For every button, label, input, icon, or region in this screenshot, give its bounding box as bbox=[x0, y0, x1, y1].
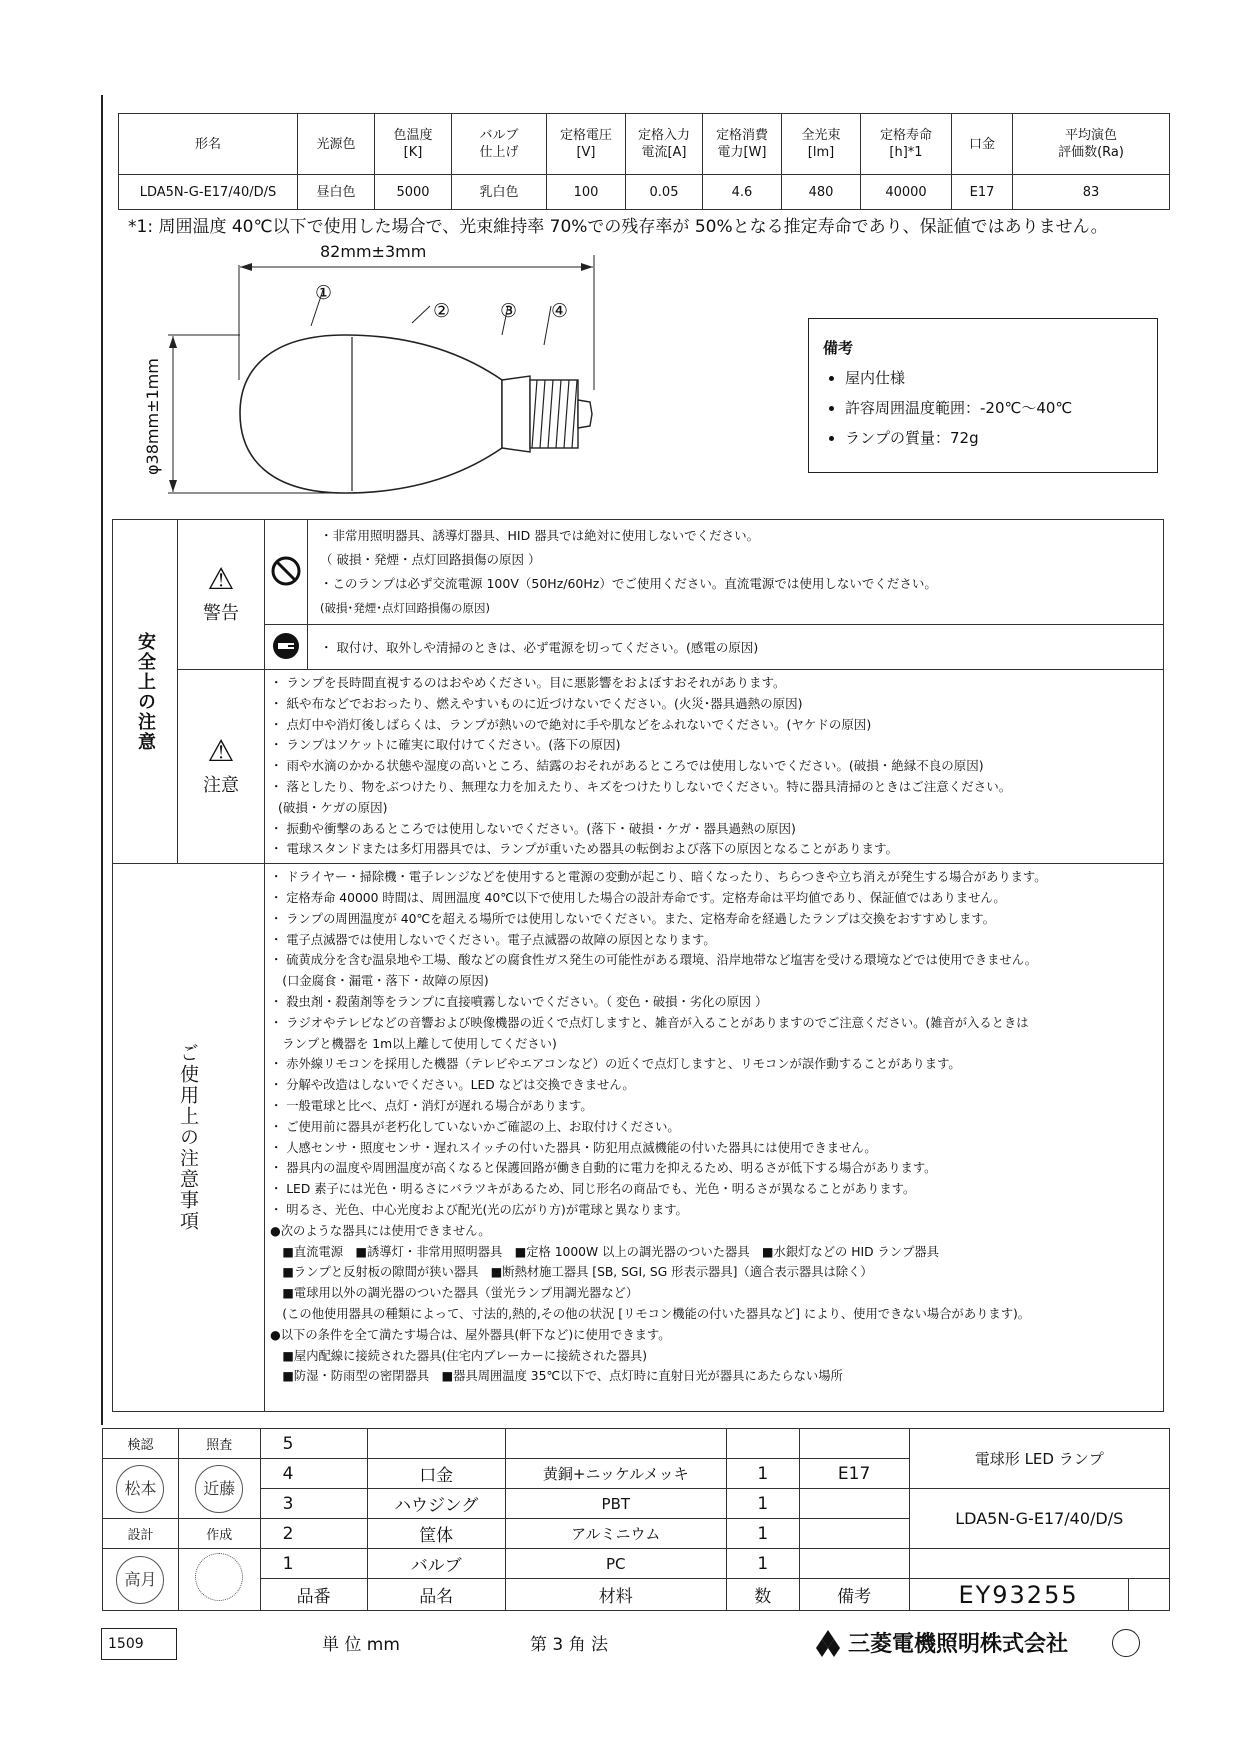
code-box: 1509 bbox=[101, 1628, 177, 1660]
usage-line: (口金腐食・漏電・落下・故障の原因) bbox=[270, 974, 489, 989]
usage-line: ・ 明るさ、光色、中心光度および配光(光の広がり方)が電球と異なります。 bbox=[270, 1202, 688, 1217]
stamp-shosa-cell bbox=[178, 1459, 260, 1519]
warning-line: ・非常用照明器具、誘導灯器具、HID 器具では絶対に使用しないでください。 bbox=[320, 528, 760, 543]
usage-line: ・ 器具内の温度や周囲温度が高くなると保護回路が働き自動的に電力を抑えるため、明るさが低下する場合があります。 bbox=[270, 1161, 937, 1176]
spec-value: 100 bbox=[547, 175, 626, 210]
length-dimension: 82mm±3mm bbox=[320, 242, 427, 261]
spec-header: 定格電圧 [V] bbox=[547, 114, 626, 175]
spec-value: 83 bbox=[1013, 175, 1170, 210]
usage-line: ・ 分解や改造はしないでください。LED などは交換できません。 bbox=[270, 1078, 635, 1093]
projection-label: 第 3 角 法 bbox=[530, 1635, 609, 1655]
part-qty: 1 bbox=[726, 1459, 799, 1489]
usage-section-label: ご使用上の注意事項 bbox=[177, 1043, 199, 1233]
marker-2: ② bbox=[433, 300, 451, 322]
usage-section-cell bbox=[113, 864, 265, 1412]
usage-line: ・ 硫黄成分を含む温泉地や工場、酸などの腐食性ガス発生の可能性がある環境、沿岸地帯など塩害を受ける環境などでは使用できません。 bbox=[270, 953, 1038, 968]
part-qty bbox=[726, 1429, 799, 1459]
usage-line: ・ 電子点滅器では使用しないでください。電子点滅器の故障の原因となります。 bbox=[270, 932, 716, 947]
usage-list bbox=[266, 865, 1162, 1389]
usage-line: ・ 人感センサ・照度センサ・遅れスイッチの付いた器具・防犯用点滅機能の付いた器具には使用できません。 bbox=[270, 1140, 877, 1155]
part-name: 口金 bbox=[367, 1459, 505, 1489]
spec-header: 定格入力 電流[A] bbox=[626, 114, 703, 175]
caution-line: ・ ランプを長時間直視するのはおやめください。目に悪影響をおよぼすおそれがあります。 bbox=[270, 675, 786, 690]
usage-line: ・ ご使用前に器具が老朽化していないかご確認の上、お取付けください。 bbox=[270, 1119, 680, 1134]
caution-line: (破損・ケガの原因) bbox=[278, 799, 388, 815]
caution-line: ・ 雨や水滴のかかる状態や湿度の高いところ、結露のおそれがあるところでは使用しないでください。(破損・絶縁不良の原因) bbox=[270, 758, 984, 774]
usage-line: ●以下の条件を全て満たす場合は、屋外器具(軒下など)に使用できます。 bbox=[270, 1327, 671, 1342]
company-name: 三菱電機照明株式会社 bbox=[848, 1632, 1069, 1657]
remarks-box bbox=[808, 318, 1158, 473]
usage-line: ●次のような器具には使用できません。 bbox=[270, 1223, 491, 1238]
part-no: 5 bbox=[260, 1429, 367, 1459]
part-note bbox=[799, 1519, 909, 1549]
part-material: アルミニウム bbox=[505, 1519, 726, 1549]
stamp-kenin: 松本 bbox=[116, 1465, 164, 1513]
caution-line: ・ 振動や衝撃のあるところでは使用しないでください。(落下・破損・ケガ・器具過熱の原因) bbox=[270, 820, 796, 836]
spec-value-row bbox=[119, 175, 1170, 210]
spec-value: E17 bbox=[952, 175, 1013, 210]
margin-line bbox=[101, 95, 103, 1425]
spec-header: バルブ 仕上げ bbox=[452, 114, 547, 175]
usage-list-cell bbox=[265, 864, 1164, 1412]
part-no: 4 bbox=[260, 1459, 367, 1489]
part-note: E17 bbox=[799, 1459, 909, 1489]
marker-3: ③ bbox=[500, 300, 518, 322]
diameter-dimension: φ38mm±1mm bbox=[143, 358, 162, 475]
usage-line: ・ 一般電球と比べ、点灯・消灯が遅れる場合があります。 bbox=[270, 1098, 593, 1113]
part-name bbox=[367, 1429, 505, 1459]
safety-table bbox=[112, 519, 1164, 1412]
stamp-sakusei bbox=[195, 1553, 243, 1601]
marker-4: ④ bbox=[551, 300, 569, 322]
usage-line: ・ ラジオやテレビなどの音響および映像機器の近くで点灯しますと、雑音が入ることがありますのでご注意ください。(雑音が入るときは bbox=[270, 1015, 1029, 1030]
spec-header: 形名 bbox=[119, 114, 298, 175]
label-sakusei: 作成 bbox=[178, 1519, 260, 1549]
remarks-title: 備考 bbox=[823, 339, 854, 357]
part-no: 1 bbox=[260, 1549, 367, 1579]
head-qty: 数 bbox=[726, 1579, 799, 1611]
prohibit-icon bbox=[270, 555, 302, 587]
part-name: ハウジング bbox=[367, 1489, 505, 1519]
stamp-shosa: 近藤 bbox=[195, 1465, 243, 1513]
part-name: 筐体 bbox=[367, 1519, 505, 1549]
marker-1: ① bbox=[315, 282, 333, 304]
caution-line: ・ 落としたり、物をぶつけたり、無理な力を加えたり、キズをつけたりしないでください。特に器具清掃のときはご注意ください。 bbox=[270, 778, 1012, 794]
spec-value: 4.6 bbox=[703, 175, 782, 210]
caution-line: ・ 電球スタンドまたは多灯用器具では、ランプが重いため器具の転倒および落下の原因となることがあります。 bbox=[270, 841, 898, 857]
spec-value: 乳白色 bbox=[452, 175, 547, 210]
usage-line: ■防湿・防雨型の密閉器具 ■器具周囲温度 35℃以下で、点灯時に直射日光が器具にあたらない場所 bbox=[270, 1369, 843, 1384]
part-qty: 1 bbox=[726, 1489, 799, 1519]
part-note bbox=[799, 1429, 909, 1459]
spec-header: 全光束 [lm] bbox=[782, 114, 861, 175]
caution-line: ・ ランプはソケットに確実に取付けてください。(落下の原因) bbox=[270, 737, 621, 753]
part-material: PC bbox=[505, 1549, 726, 1579]
part-note bbox=[799, 1489, 909, 1519]
label-kenin: 検認 bbox=[103, 1429, 179, 1459]
footnote: *1: 周囲温度 40℃以下で使用した場合で、光束維持率 70%での残存率が 50%となる推定寿命であり、保証値ではありません。 bbox=[128, 217, 1108, 237]
warning-line: （ 破損・発煙・点灯回路損傷の原因 ） bbox=[320, 552, 541, 567]
spec-value: LDA5N-G-E17/40/D/S bbox=[119, 175, 298, 210]
remark-item: • 屋内仕様 bbox=[845, 367, 1072, 388]
prohibit-icon-cell bbox=[265, 520, 308, 625]
lamp-drawing bbox=[140, 240, 610, 505]
stamp-sekkei: 高月 bbox=[116, 1556, 164, 1604]
part-qty: 1 bbox=[726, 1519, 799, 1549]
spec-value: 5000 bbox=[375, 175, 452, 210]
spec-header: 定格消費 電力[W] bbox=[703, 114, 782, 175]
head-no: 品番 bbox=[260, 1579, 367, 1611]
spec-header: 光源色 bbox=[298, 114, 375, 175]
spec-header: 平均演色 評価数(Ra) bbox=[1013, 114, 1170, 175]
part-no: 2 bbox=[260, 1519, 367, 1549]
part-note bbox=[799, 1549, 909, 1579]
caution-cell bbox=[178, 670, 265, 864]
spec-value: 40000 bbox=[861, 175, 952, 210]
stamp-kenin-cell bbox=[103, 1459, 179, 1519]
title-block bbox=[102, 1428, 1170, 1611]
label-shosa: 照査 bbox=[178, 1429, 260, 1459]
caution-line: ・ 点灯中や消灯後しばらくは、ランプが熱いので絶対に手や肌などをふれないでください。(ヤケドの原因) bbox=[270, 716, 872, 732]
unplug-icon-cell bbox=[265, 625, 308, 670]
remark-item: • 許容周囲温度範囲：-20℃～40℃ bbox=[845, 397, 1072, 418]
usage-line: ・ ランプの周囲温度が 40℃を超える場所では使用しないでください。また、定格寿命を経過したランプは交換をおすすめします。 bbox=[270, 911, 996, 926]
usage-line: ■ランプと反射板の隙間が狭い器具 ■断熱材施工器具 [SB, SGI, SG 形表示器具]（適合表示器具は除く） bbox=[270, 1265, 873, 1280]
caution-label: 注意 bbox=[203, 774, 239, 796]
warning-label: 警告 bbox=[203, 602, 239, 624]
usage-line: ・ LED 素子には光色・明るさにバラツキがあるため、同じ形名の商品でも、光色・明るさが異なることがあります。 bbox=[270, 1182, 916, 1197]
usage-line: ■屋内配線に接続された器具(住宅内ブレーカーに接続された器具) bbox=[270, 1348, 648, 1363]
head-material: 材料 bbox=[505, 1579, 726, 1611]
caution-triangle-icon: ⚠ bbox=[207, 733, 235, 769]
spec-header: 色温度 [K] bbox=[375, 114, 452, 175]
usage-line: ■電球用以外の調光器のついた器具（蛍光ランプ用調光器など） bbox=[270, 1286, 639, 1301]
usage-line: ランプと機器を 1m以上離して使用してください) bbox=[270, 1036, 557, 1051]
usage-line: ■直流電源 ■誘導灯・非常用照明器具 ■定格 1000W 以上の調光器のついた器具 ■水銀灯などの HID ランプ器具 bbox=[270, 1244, 939, 1259]
drawing-number: EY93255 bbox=[909, 1579, 1128, 1611]
product-type: 電球形 LED ランプ bbox=[909, 1429, 1169, 1489]
caution-list bbox=[266, 671, 1162, 862]
spec-header-row bbox=[119, 114, 1170, 175]
unplug-icon bbox=[272, 632, 300, 660]
stamp-sekkei-cell bbox=[103, 1549, 179, 1611]
warning-triangle-icon: ⚠ bbox=[207, 561, 235, 597]
usage-line: (この他使用器具の種類によって、寸法的,熱的,その他の状況 [リモコン機能の付いた器具など] により、使用できない場合があります)。 bbox=[270, 1306, 1031, 1321]
spec-header: 定格寿命 [h]*1 bbox=[861, 114, 952, 175]
unplug-line: ・ 取付け、取外しや清掃のときは、必ず電源を切ってください。(感電の原因) bbox=[308, 625, 1164, 670]
part-material: PBT bbox=[505, 1489, 726, 1519]
head-name: 品名 bbox=[367, 1579, 505, 1611]
part-name: バルブ bbox=[367, 1549, 505, 1579]
spec-header: 口金 bbox=[952, 114, 1013, 175]
remark-item: • ランプの質量：72g bbox=[845, 427, 1072, 448]
usage-line: ・ ドライヤー・掃除機・電子レンジなどを使用すると電源の変動が起こり、暗くなったり、ちらつきや立ち消えが発生する場合があります。 bbox=[270, 870, 1047, 885]
company-logo-icon bbox=[812, 1628, 844, 1658]
spec-table bbox=[118, 113, 1170, 210]
head-note: 備考 bbox=[799, 1579, 909, 1611]
safety-section-label: 安全上の注意 bbox=[135, 631, 156, 752]
stamp-sakusei-cell bbox=[178, 1549, 260, 1611]
caution-list-cell bbox=[265, 670, 1164, 864]
usage-line: ・ 殺虫剤・殺菌剤等をランプに直接噴霧しないでください。（ 変色・破損・劣化の原因 ） bbox=[270, 994, 768, 1009]
safety-section-cell bbox=[113, 520, 178, 864]
warning-prohibit-cell bbox=[308, 520, 1164, 625]
part-no: 3 bbox=[260, 1489, 367, 1519]
caution-line: ・ 紙や布などでおおったり、燃えやすいものに近づけないでください。(火災･器具過熱の原因) bbox=[270, 695, 803, 711]
part-material: 黄銅+ニッケルメッキ bbox=[505, 1459, 726, 1489]
blank-cell bbox=[909, 1549, 1169, 1579]
usage-line: ・ 赤外線リモコンを採用した機器（テレビやエアコンなど）の近くで点灯しますと、リモコンが誤作動することがあります。 bbox=[270, 1057, 961, 1072]
usage-line: ・ 定格寿命 40000 時間は、周囲温度 40℃以下で使用した場合の設計寿命です。定格寿命は平均値であり、保証値ではありません。 bbox=[270, 890, 1006, 905]
spec-value: 昼白色 bbox=[298, 175, 375, 210]
warning-line: (破損･発煙･点灯回路損傷の原因) bbox=[320, 601, 490, 615]
warning-cell bbox=[178, 520, 265, 670]
part-qty: 1 bbox=[726, 1549, 799, 1579]
model-number: LDA5N-G-E17/40/D/S bbox=[909, 1489, 1169, 1549]
spec-value: 0.05 bbox=[626, 175, 703, 210]
unit-label: 単 位 mm bbox=[322, 1635, 400, 1655]
spec-value: 480 bbox=[782, 175, 861, 210]
part-material bbox=[505, 1429, 726, 1459]
warning-line: ・このランプは必ず交流電源 100V（50Hz/60Hz）でご使用ください。直流電源では使用しないでください。 bbox=[320, 576, 937, 591]
circle-mark bbox=[1112, 1629, 1140, 1657]
blank-cell bbox=[1128, 1579, 1169, 1611]
label-sekkei: 設計 bbox=[103, 1519, 179, 1549]
